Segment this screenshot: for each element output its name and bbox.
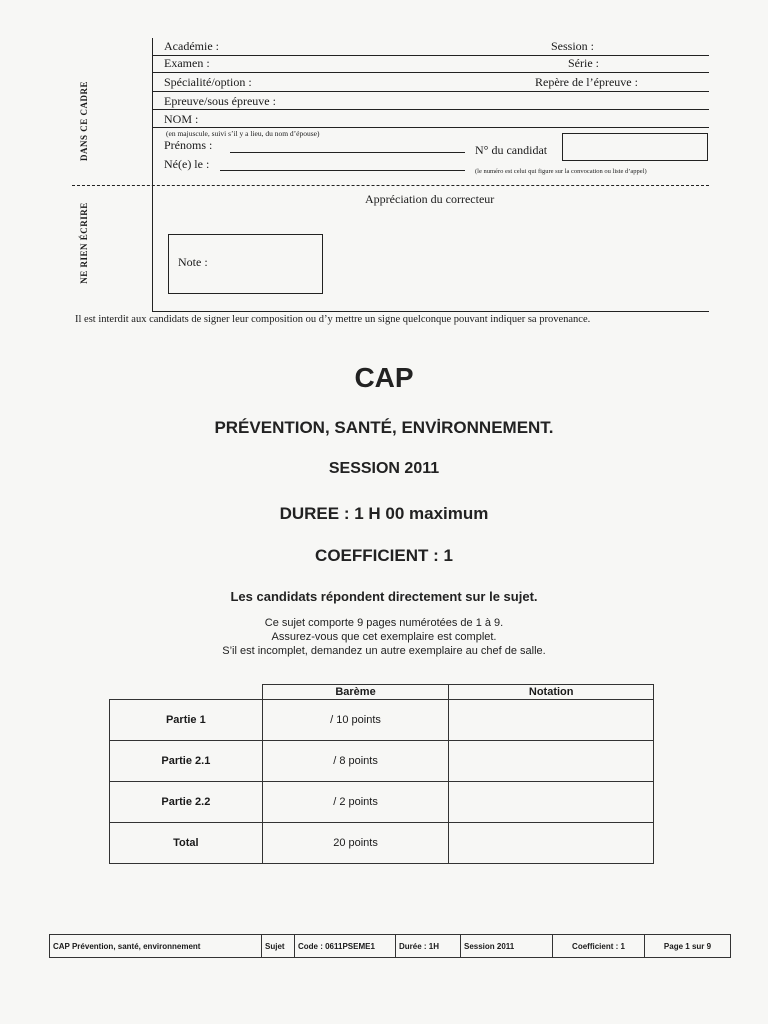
instructions-line2: Assurez-vous que cet exemplaire est complet. — [271, 631, 497, 643]
candidat-label: N° du candidat — [475, 143, 548, 157]
repere-label: Repère de l’épreuve : — [535, 75, 638, 89]
notation-cell[interactable] — [449, 782, 654, 823]
footer-session: Session 2011 — [461, 935, 553, 958]
rule — [152, 91, 709, 92]
rule — [152, 55, 709, 56]
nele-line — [220, 170, 465, 171]
bareme-header: Barème — [262, 685, 449, 700]
footer-coefficient: Coefficient : 1 — [553, 935, 645, 958]
notation-cell[interactable] — [449, 823, 654, 864]
bareme-cell: 20 points — [262, 823, 449, 864]
examen-label: Examen : — [164, 56, 210, 70]
grading-header-row — [110, 685, 654, 700]
footer-sujet: Sujet — [262, 935, 295, 958]
footer-exam: CAP Prévention, santé, environnement — [50, 935, 262, 958]
prenoms-line — [230, 152, 465, 153]
epreuve-label: Epreuve/sous épreuve : — [164, 94, 276, 108]
session-title: SESSION 2011 — [328, 460, 440, 477]
part-cell: Partie 2.1 — [110, 741, 263, 782]
academie-label: Académie : — [164, 39, 219, 53]
note-label: Note : — [178, 255, 208, 269]
notation-cell[interactable] — [449, 700, 654, 741]
cap-title: CAP — [354, 362, 414, 393]
side-text-top: DANS CE CADRE — [79, 81, 89, 162]
bareme-cell: / 8 points — [262, 741, 449, 782]
table-row — [110, 700, 654, 741]
session-label: Session : — [551, 39, 595, 53]
appreciation-label: Appréciation du correcteur — [365, 192, 495, 206]
nom-note: (en majuscule, suivi s’il y a lieu, du nom d’épouse) — [166, 129, 320, 138]
footer-page: Page 1 sur 9 — [645, 935, 731, 958]
bareme-cell: / 10 points — [262, 700, 449, 741]
duration-title: DUREE : 1 H 00 maximum — [279, 504, 489, 523]
rule — [152, 72, 709, 73]
footer-code: Code : 0611PSEME1 — [295, 935, 396, 958]
empty-corner-cell — [110, 685, 263, 700]
prenoms-label: Prénoms : — [164, 138, 213, 152]
instructions-line3: S’il est incomplet, demandez un autre exemplaire au chef de salle. — [222, 645, 546, 657]
footer-duree: Durée : 1H — [396, 935, 461, 958]
header-bottom-rule — [152, 311, 709, 312]
side-text-bottom: NE RIEN ÉCRIRE — [79, 202, 89, 284]
footer-table — [49, 934, 731, 958]
part-cell: Total — [110, 823, 263, 864]
instructions-line1: Ce sujet comporte 9 pages numérotées de 1 à 9. — [264, 617, 504, 629]
subject-title: PRÉVENTION, SANTÉ, ENVİRONNEMENT. — [214, 418, 554, 437]
cut-line — [72, 185, 709, 186]
specialite-label: Spécialité/option : — [164, 75, 252, 89]
coefficient-title: COEFFICIENT : 1 — [315, 546, 453, 565]
table-row — [110, 823, 654, 864]
part-cell: Partie 2.2 — [110, 782, 263, 823]
nele-label: Né(e) le : — [164, 157, 210, 171]
notation-cell[interactable] — [449, 741, 654, 782]
warning-text: Il est interdit aux candidats de signer leur composition ou d’y mettre un signe quelconque pouvant indiquer sa provenance. — [75, 314, 591, 325]
instructions-main: Les candidats répondent directement sur le sujet. — [230, 589, 538, 604]
table-row — [110, 741, 654, 782]
serie-label: Série : — [568, 56, 599, 70]
bareme-cell: / 2 points — [262, 782, 449, 823]
candidat-number-box[interactable] — [562, 133, 708, 161]
table-row — [110, 782, 654, 823]
notation-header: Notation — [449, 685, 654, 700]
nom-label: NOM : — [164, 112, 199, 126]
header-left-border — [152, 38, 153, 311]
rule — [152, 127, 709, 128]
rule — [152, 109, 709, 110]
part-cell: Partie 1 — [110, 700, 263, 741]
grading-table — [109, 684, 654, 864]
candidat-note: (le numéro est celui qui figure sur la convocation ou liste d’appel) — [475, 168, 647, 175]
